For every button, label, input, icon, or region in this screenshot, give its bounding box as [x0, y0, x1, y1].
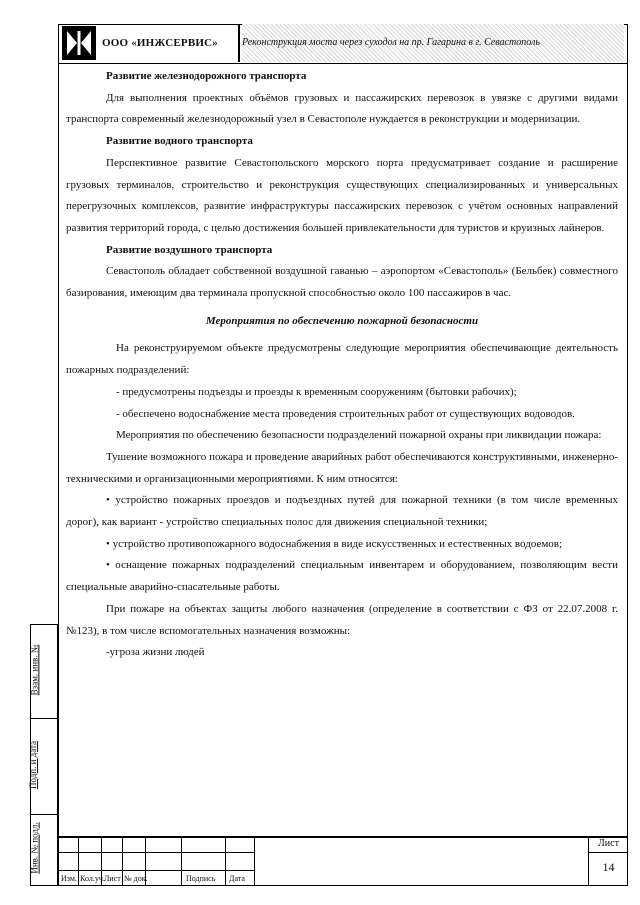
title-block-col-line [122, 836, 123, 886]
company-name: ООО «ИНЖСЕРВИС» [102, 37, 218, 49]
header-divider [238, 24, 240, 62]
title-block-col-line [78, 836, 79, 886]
paragraph-fire-3: - обеспечено водоснабжение места проведения строительных работ от существующих водоводов. [116, 407, 575, 420]
tb-label-data: Дата [229, 874, 245, 883]
sheet-label: Лист [598, 838, 619, 849]
sheet-box-divider [589, 852, 627, 853]
sheet-number-box [588, 836, 628, 886]
paragraph-fire-6: • устройство пожарных проездов и подъездных путей для пожарной техники (в том числе временных дорог), как вариант - устройство специальных полос для движения специальной техники; [66, 494, 618, 529]
document-header [58, 24, 628, 64]
stamp-label-inv: Инв. № подл. [29, 822, 40, 874]
paragraph-air: Севастополь обладает собственной воздушной гаванью – аэропортом «Севастополь» (Бельбек) совместного базирования, имеющим два терминала пропускной способностью около 100 пассажиров в час. [66, 265, 618, 300]
project-title [242, 24, 624, 62]
paragraph-fire-10: -угроза жизни людей [106, 646, 205, 659]
tb-label-izm: Изм. [61, 874, 77, 883]
sheet-number: 14 [602, 860, 615, 874]
company-logo-icon [62, 26, 96, 60]
paragraph-water: Перспективное развитие Севастопольского морского порта предусматривает создание и расширение грузовых терминалов, строительство и реконструкция существующих специализированных и универсальных перегрузочных комплексов, развитие инфраструктуры пассажирских перевозок с учётом основных направлений развития территорий города, с целью достижения большей привлекательности для туристов и круизных лайнеров. [66, 156, 618, 234]
title-block [58, 836, 628, 886]
tb-label-ndok: № док. [124, 874, 148, 883]
paragraph-fire-5: Тушение возможного пожара и проведение аварийных работ обеспечиваются конструктивными, инженерно-техническими и организационными мероприятиями. К ним относятся: [66, 450, 618, 485]
title-block-col-line [254, 836, 255, 886]
project-title-text: Реконструкция моста через суходол на пр. Гагарина в г. Севастополь [242, 37, 540, 48]
tb-label-koluch: Кол.уч. [80, 874, 105, 883]
tb-label-list: Лист [104, 874, 121, 883]
document-body [66, 66, 618, 664]
heading-air: Развитие воздушного транспорта [106, 243, 273, 256]
title-block-col-line [181, 836, 182, 886]
heading-water: Развитие водного транспорта [106, 135, 253, 148]
paragraph-fire-9: При пожаре на объектах защиты любого назначения (определение в соответствии с ФЗ от 22.07.2008 г. №123), в том числе вспомогательных назначения возможны: [66, 602, 618, 637]
paragraph-fire-1: На реконструируемом объекте предусмотрены следующие мероприятия обеспечивающие деятельность пожарных подразделений: [66, 342, 618, 377]
heading-rail: Развитие железнодорожного транспорта [106, 70, 307, 82]
paragraph-fire-2: - предусмотрены подъезды и проезды к временным сооружениям (бытовки рабочих); [116, 385, 517, 398]
title-block-col-line [225, 836, 226, 886]
stamp-label-podp: Подп. и дата [28, 740, 39, 790]
section-title-fire: Мероприятия по обеспечению пожарной безопасности [205, 314, 479, 327]
tb-label-podpis: Подпись [186, 874, 216, 883]
paragraph-fire-7: • устройство противопожарного водоснабжения в виде искусственных и естественных водоемов; [106, 537, 563, 550]
paragraph-fire-4: Мероприятия по обеспечению безопасности подразделений пожарной охраны при ликвидации пожара: [116, 429, 602, 442]
stamp-label-vzam: Взам. инв. № [29, 644, 40, 696]
paragraph-rail: Для выполнения проектных объёмов грузовых и пассажирских перевозок в увязке с другими видами транспорта современный железнодорожный узел в Севастополе нуждается в реконструкции и модернизации. [66, 91, 618, 126]
side-stamp-block [30, 624, 58, 886]
paragraph-fire-8: • оснащение пожарных подразделений специальным инвентарем и оборудованием, позволяющим вести специальные аварийно-спасательные работы. [66, 559, 618, 594]
